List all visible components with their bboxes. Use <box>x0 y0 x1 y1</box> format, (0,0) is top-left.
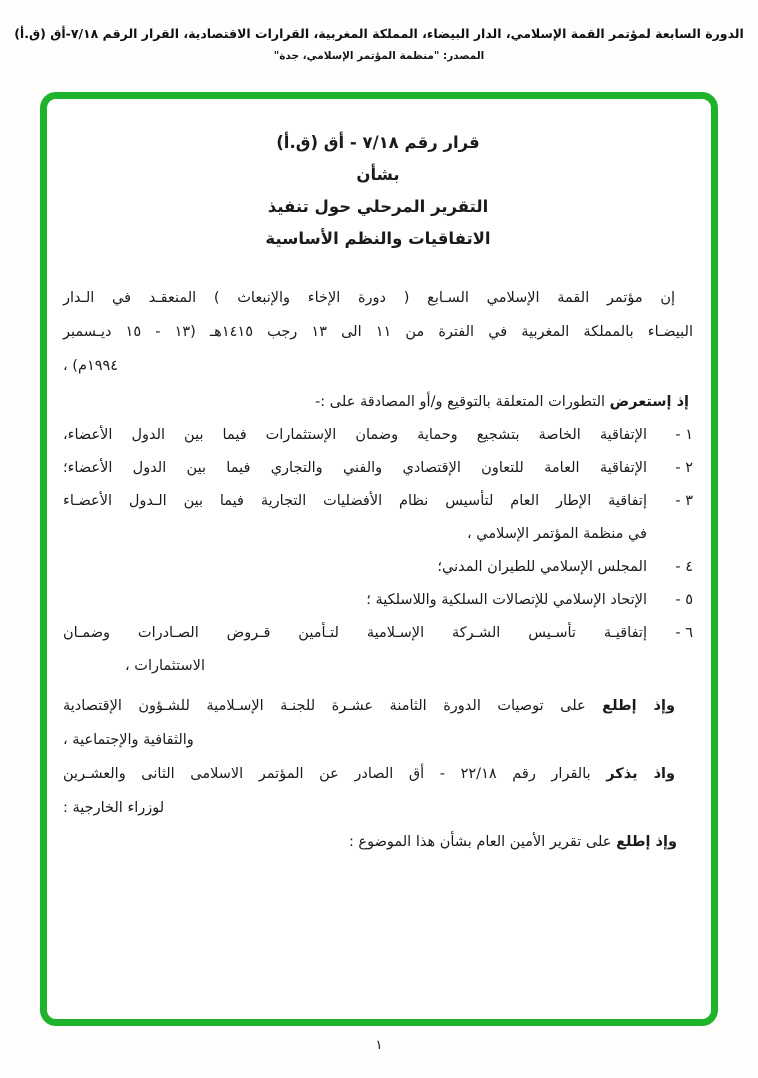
list-item <box>63 485 693 551</box>
item-number: ٣ - <box>675 493 693 509</box>
clause-line: لوزراء الخارجية : <box>63 800 165 816</box>
clause-lead: وإذ إطلع <box>616 834 677 850</box>
preamble-paragraph <box>63 281 693 383</box>
clause-line <box>63 689 693 723</box>
item-number: ٢ - <box>675 460 693 476</box>
resolution-body <box>63 281 693 859</box>
item-number: ٦ - <box>675 625 693 641</box>
item-number: ١ - <box>675 427 693 443</box>
clause-lead: إذ إستعرض <box>609 394 689 410</box>
resolution-number-line: قرار رقم ٧/١٨ - أق (ق.أ) <box>276 133 480 152</box>
item-text <box>63 551 647 584</box>
clause-text: بالقرار رقم ٢٢/١٨ - أق الصادر عن المؤتمر الاسلامى الثانى والعشـرين <box>63 766 607 782</box>
item-line: الإتفاقية الخاصة بتشجيع وحماية وضمان الإستثمارات فيما بين الدول الأعضاء، <box>63 427 647 443</box>
item-line: في منظمة المؤتمر الإسلامي ، <box>466 526 647 542</box>
item-line: المجلس الإسلامي للطيران المدني؛ <box>437 559 647 575</box>
item-line: إتفاقية الإطار العام لتأسيس نظام الأفضليات التجارية فيما بين الـدول الأعضـاء <box>63 493 647 509</box>
review-clause <box>63 385 693 419</box>
list-item <box>63 419 693 452</box>
item-text <box>63 452 647 485</box>
list-item <box>63 551 693 584</box>
preamble-line: إن مؤتمر القمة الإسلامي السـابع ( دورة الإخاء والإنبعاث ) المنعقـد في الـدار <box>63 290 675 306</box>
clause-line: والثقافية والإجتماعية ، <box>63 732 194 748</box>
clause-paragraph <box>63 757 693 825</box>
resolution-title-line2: الاتفاقيات والنظم الأساسية <box>265 229 491 248</box>
clause-line <box>63 757 693 791</box>
item-line: الإتحاد الإسلامي للإتصالات السلكية واللاسلكية ؛ <box>366 592 647 608</box>
item-text <box>63 617 647 683</box>
clause-text: التطورات المتعلقة بالتوقيع و/أو المصادقة على :- <box>315 394 610 410</box>
clause-paragraph <box>63 825 693 859</box>
item-text <box>63 419 647 452</box>
item-number: ٥ - <box>675 592 693 608</box>
clause-lead: واذ يذكر <box>606 766 675 782</box>
resolution-title-block <box>63 127 693 255</box>
resolution-title-line1: التقرير المرحلي حول تنفيذ <box>267 197 489 216</box>
item-text <box>63 584 647 617</box>
item-line: الاستثمارات ، <box>125 658 205 674</box>
clause-lead: وإذ إطلع <box>602 698 675 714</box>
page-number: ١ <box>375 1038 383 1053</box>
list-item <box>63 452 693 485</box>
item-number: ٤ - <box>675 559 693 575</box>
clause-text: على توصيات الدورة الثامنة عشـرة للجنـة الإسـلامية للشـؤون الإقتصادية <box>63 698 603 714</box>
clause-line <box>63 825 693 859</box>
item-text <box>63 485 647 551</box>
item-line: إتفاقيـة تأسـيس الشـركة الإسـلامية لتـأمين قـروض الصـادرات وضمـان <box>63 625 647 641</box>
item-line: الإتفاقية العامة للتعاون الإقتصادي والفني والتجاري فيما بين الدول الأعضاء؛ <box>63 460 647 476</box>
document-citation-header: الدورة السابعة لمؤتمر القمة الإسلامي، الدار البيضاء، المملكة المغربية، القرارات الاقتصادية، القرار الرقم ٧/١٨-أق (ق.أ) <box>14 26 744 41</box>
agreements-list <box>63 419 693 683</box>
document-source-line: المصدر: "منظمة المؤتمر الإسلامي، جدة" <box>273 50 485 62</box>
list-item <box>63 617 693 683</box>
preamble-line: البيضـاء بالمملكة المغربية في الفترة من ١١ الى ١٣ رجب ١٤١٥هـ (١٣ - ١٥ ديـسمبر <box>63 324 694 340</box>
list-item <box>63 584 693 617</box>
resolution-subject-word: بشأن <box>356 165 400 184</box>
clause-text: على تقرير الأمين العام بشأن هذا الموضوع : <box>348 834 617 850</box>
preamble-line: ١٩٩٤م) ، <box>63 358 119 374</box>
document-frame <box>40 92 718 1026</box>
clause-paragraph <box>63 689 693 757</box>
